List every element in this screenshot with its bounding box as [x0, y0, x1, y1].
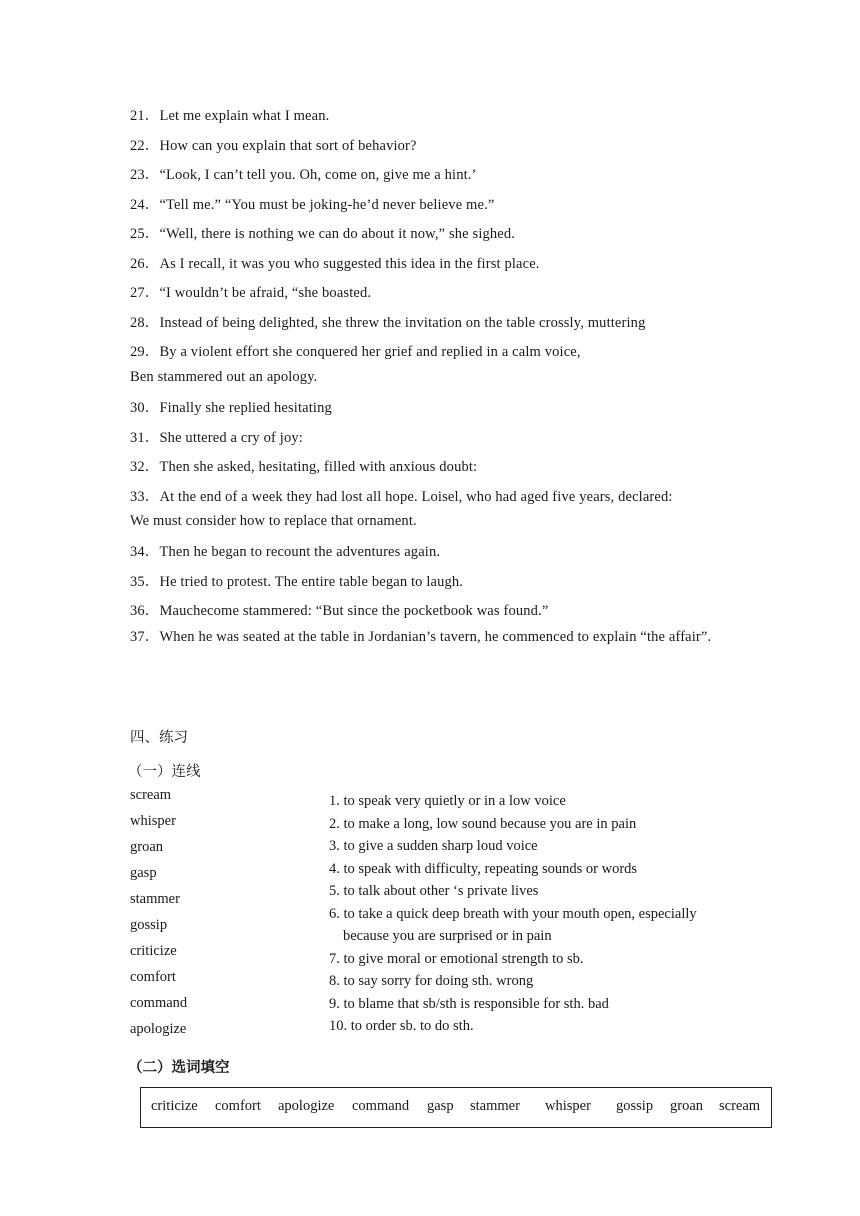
sentence-23: 23．“Look, I can’t tell you. Oh, come on, give me a hint.’ — [130, 167, 477, 183]
sentence-24: 24．“Tell me.” “You must be joking-he’d never believe me.” — [130, 196, 495, 213]
match-word: stammer — [130, 891, 180, 907]
word-bank-item: gasp — [427, 1098, 454, 1114]
definition-item: 10. to order sb. to do sth. — [329, 1018, 474, 1034]
sentence-36: 36．Mauchecome stammered: “But since the pocketbook was found.” — [130, 603, 549, 619]
sentence-26: 26．As I recall, it was you who suggested this idea in the first place. — [130, 255, 540, 272]
match-word: comfort — [130, 969, 176, 985]
definition-item: 9. to blame that sb/sth is responsible for sth. bad — [329, 995, 609, 1012]
sentence-34: 34．Then he began to recount the adventures again. — [130, 544, 441, 560]
sentence-29-continuation: Ben stammered out an apology. — [130, 368, 318, 385]
match-word: groan — [130, 839, 164, 855]
sentence-33: 33．At the end of a week they had lost all hope. Loisel, who had aged five years, declared: — [130, 488, 673, 505]
match-word: scream — [130, 787, 172, 803]
sentence-22: 22．How can you explain that sort of behavior? — [130, 137, 417, 154]
sentence-33-continuation: We must consider how to replace that ornament. — [130, 512, 417, 529]
match-word: gasp — [130, 865, 157, 881]
match-word: whisper — [130, 813, 176, 829]
word-bank-item: comfort — [215, 1098, 261, 1114]
part-1-title: （一）连线 — [128, 764, 201, 780]
sentence-31: 31．She uttered a cry of joy: — [130, 429, 303, 446]
definition-item: 6. to take a quick deep breath with your mouth open, especially — [329, 905, 697, 922]
sentence-30: 30．Finally she replied hesitating — [130, 400, 332, 416]
word-bank-item: gossip — [616, 1098, 654, 1114]
definition-item: 5. to talk about other ‘s private lives — [329, 883, 539, 899]
sentence-32: 32．Then she asked, hesitating, filled with anxious doubt: — [130, 459, 478, 475]
match-word: criticize — [130, 943, 177, 959]
match-word: apologize — [130, 1021, 187, 1037]
sentence-21: 21．Let me explain what I mean. — [130, 108, 330, 124]
sentence-27: 27．“I wouldn’t be afraid, “she boasted. — [130, 285, 372, 301]
word-bank-item: criticize — [151, 1098, 198, 1114]
word-bank-item: groan — [670, 1098, 704, 1114]
word-bank-item: command — [352, 1098, 410, 1114]
definition-item-continuation: because you are surprised or in pain — [343, 928, 552, 944]
definition-item: 3. to give a sudden sharp loud voice — [329, 838, 538, 854]
sentence-37: 37．When he was seated at the table in Jordanian’s tavern, he commenced to explain “the affair”. — [130, 629, 712, 645]
sentence-35: 35．He tried to protest. The entire table began to laugh. — [130, 573, 464, 590]
match-word-list — [130, 784, 187, 1044]
word-bank-box — [140, 1087, 772, 1128]
sentence-28: 28．Instead of being delighted, she threw the invitation on the table crossly, muttering — [130, 314, 646, 331]
word-bank-item: stammer — [470, 1098, 520, 1114]
definition-item: 4. to speak with difficulty, repeating sounds or words — [329, 860, 638, 877]
part-2-title: （二）选词填空 — [128, 1060, 230, 1076]
definition-item: 7. to give moral or emotional strength to sb. — [329, 950, 584, 967]
word-bank-item: whisper — [545, 1098, 591, 1114]
definition-list — [329, 790, 729, 1038]
definition-item: 1. to speak very quietly or in a low voice — [329, 793, 566, 809]
sentence-25: 25．“Well, there is nothing we can do about it now,” she sighed. — [130, 226, 516, 242]
word-bank-item: scream — [719, 1098, 761, 1114]
section-4-title: 四、练习 — [130, 730, 188, 746]
match-word: gossip — [130, 917, 168, 933]
match-word: command — [130, 995, 188, 1011]
word-bank-item: apologize — [278, 1098, 335, 1114]
definition-item: 2. to make a long, low sound because you are in pain — [329, 815, 637, 832]
definition-item: 8. to say sorry for doing sth. wrong — [329, 973, 534, 989]
sentence-29: 29．By a violent effort she conquered her grief and replied in a calm voice, — [130, 344, 581, 360]
